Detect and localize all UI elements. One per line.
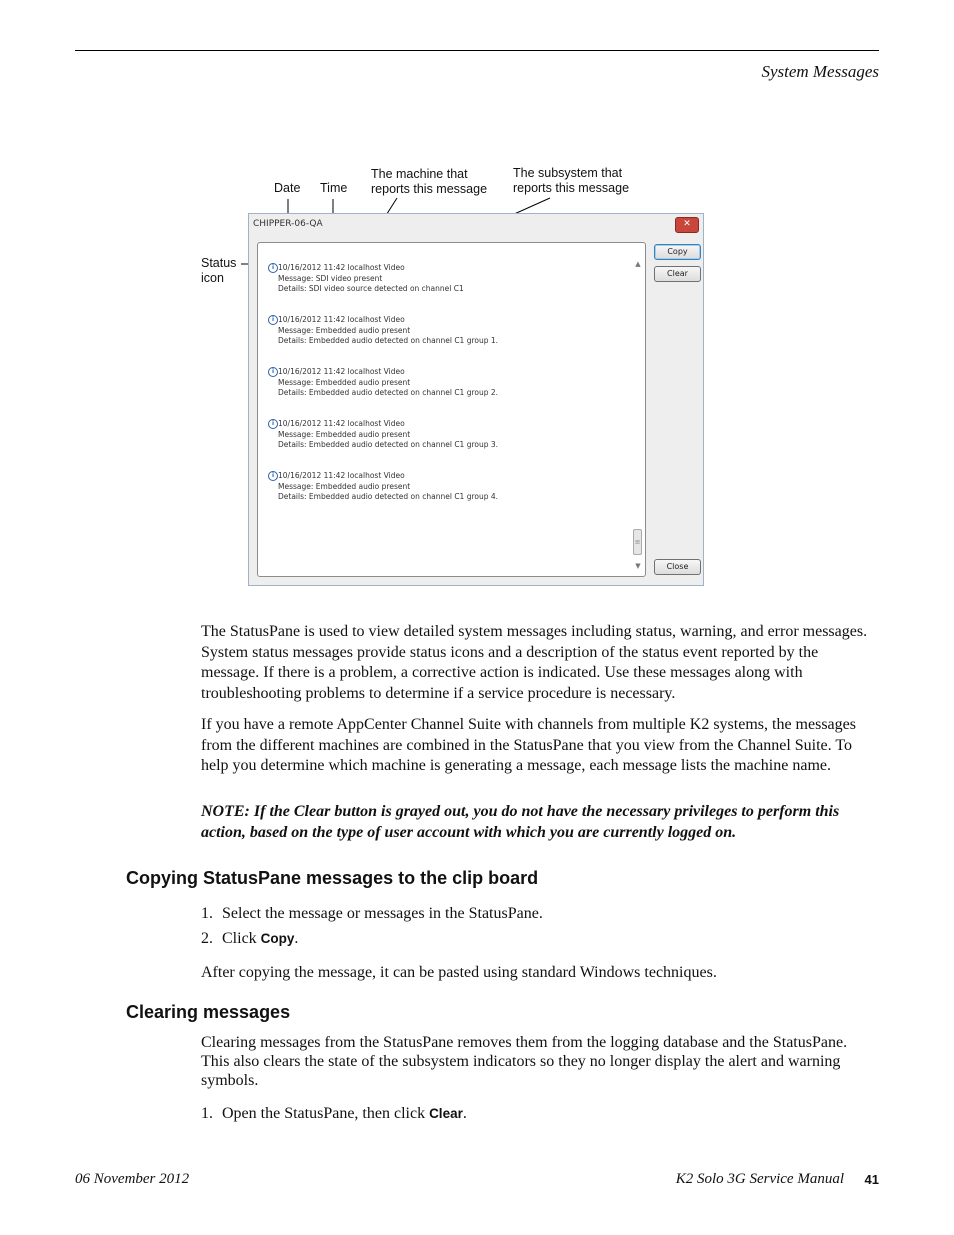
- callout-date: Date: [274, 181, 301, 195]
- after-copy-paragraph: After copying the message, it can be pasted using standard Windows techniques.: [201, 964, 717, 981]
- callout-machine-line2: reports this message: [371, 182, 488, 196]
- list-item[interactable]: [268, 263, 464, 295]
- info-icon: i: [268, 263, 278, 273]
- message-text: Message: Embedded audio present: [278, 481, 411, 491]
- scroll-down-arrow-icon[interactable]: ▼: [635, 562, 641, 570]
- message-header: 10/16/2012 11:42 localhost Video: [278, 471, 405, 480]
- clearing-heading: Clearing messages: [126, 1002, 291, 1022]
- window-close-icon[interactable]: ✕: [675, 217, 699, 233]
- step-number: 2.: [201, 930, 213, 947]
- message-text: Message: SDI video present: [278, 273, 383, 283]
- callout-time: Time: [320, 181, 348, 195]
- copy-step-1: [201, 904, 543, 924]
- info-icon: i: [268, 367, 278, 377]
- message-text: Message: Embedded audio present: [278, 377, 411, 387]
- scroll-up-arrow-icon[interactable]: ▲: [635, 260, 641, 268]
- list-item[interactable]: [268, 471, 498, 503]
- message-header: 10/16/2012 11:42 localhost Video: [278, 315, 405, 324]
- clear-step-1: [201, 1104, 467, 1124]
- vertical-scrollbar[interactable]: [633, 259, 643, 571]
- message-details: Details: Embedded audio detected on channel C1 group 3.: [278, 440, 499, 449]
- list-item[interactable]: [268, 419, 498, 451]
- intro-paragraph: The StatusPane is used to view detailed system messages including status, warning, and error messages. System status messages provide status icons and a description of the status event reported by the message. If there is a problem, a corrective action is indicated. Use these messages along with troubleshooting problems to determine if a service procedure is necessary.: [201, 623, 868, 702]
- header-rule: [75, 50, 879, 51]
- copy-button[interactable]: Copy: [654, 244, 701, 260]
- callout-machine-line1: The machine that: [371, 167, 468, 181]
- step-text: Select the message or messages in the StatusPane.: [222, 905, 543, 922]
- message-details: Details: Embedded audio detected on channel C1 group 4.: [278, 492, 499, 501]
- step-text: Open the StatusPane, then click: [222, 1105, 430, 1122]
- copy-step-2: [201, 929, 298, 949]
- callout-subsystem-line2: reports this message: [513, 181, 630, 195]
- info-icon: i: [268, 419, 278, 429]
- remote-paragraph: If you have a remote AppCenter Channel Suite with channels from multiple K2 systems, the messages from the different machines are combined in the StatusPane that you view from the Channel Suite. To help you determine which machine is generating a message, each message lists the machine name.: [201, 716, 856, 775]
- message-header: 10/16/2012 11:42 localhost Video: [278, 367, 405, 376]
- clearing-paragraph: Clearing messages from the StatusPane removes them from the logging database and the StatusPane. This also clears the state of the subsystem indicators so they no longer display the alert and warning symbols.: [201, 1034, 848, 1089]
- message-header: 10/16/2012 11:42 localhost Video: [278, 263, 405, 272]
- callout-subsystem-line1: The subsystem that: [513, 166, 623, 180]
- info-icon: i: [268, 315, 278, 325]
- section-title: System Messages: [761, 62, 879, 81]
- message-details: Details: Embedded audio detected on channel C1 group 2.: [278, 388, 499, 397]
- callout-status-icon: [201, 256, 236, 286]
- page-number: 41: [864, 1172, 879, 1187]
- info-icon: i: [268, 471, 278, 481]
- copy-ui-reference: Copy: [260, 931, 295, 946]
- message-details: Details: SDI video source detected on channel C1: [278, 284, 464, 293]
- statuspane-figure: [195, 160, 715, 592]
- message-details: Details: Embedded audio detected on channel C1 group 1.: [278, 336, 499, 345]
- message-text: Message: Embedded audio present: [278, 429, 411, 439]
- callout-machine: [371, 167, 487, 197]
- list-item[interactable]: [268, 315, 498, 347]
- step-number: 1.: [201, 1105, 213, 1122]
- message-header: 10/16/2012 11:42 localhost Video: [278, 419, 405, 428]
- step-number: 1.: [201, 905, 213, 922]
- footer-manual-title: K2 Solo 3G Service Manual: [675, 1171, 844, 1187]
- window-title: CHIPPER-06-QA: [253, 219, 323, 229]
- list-item[interactable]: [268, 367, 498, 399]
- scroll-thumb[interactable]: ≡: [633, 529, 642, 555]
- message-list[interactable]: [257, 242, 646, 577]
- clear-ui-reference: Clear: [429, 1106, 463, 1121]
- copying-heading: Copying StatusPane messages to the clip board: [126, 868, 539, 888]
- note-paragraph: NOTE: If the Clear button is grayed out, you do not have the necessary privileges to perform this action, based on the type of user account with which you are currently logged on.: [201, 803, 840, 841]
- period: .: [462, 1105, 467, 1122]
- period: .: [294, 930, 299, 947]
- clear-button[interactable]: Clear: [654, 266, 701, 282]
- callout-subsystem: [513, 166, 629, 196]
- footer-date: 06 November 2012: [75, 1171, 190, 1187]
- callout-status-line2: icon: [201, 271, 224, 285]
- callout-status-line1: Status: [201, 256, 237, 270]
- statuspane-window: [248, 213, 704, 586]
- close-button[interactable]: Close: [654, 559, 701, 575]
- step-text: Click: [222, 930, 261, 947]
- message-text: Message: Embedded audio present: [278, 325, 411, 335]
